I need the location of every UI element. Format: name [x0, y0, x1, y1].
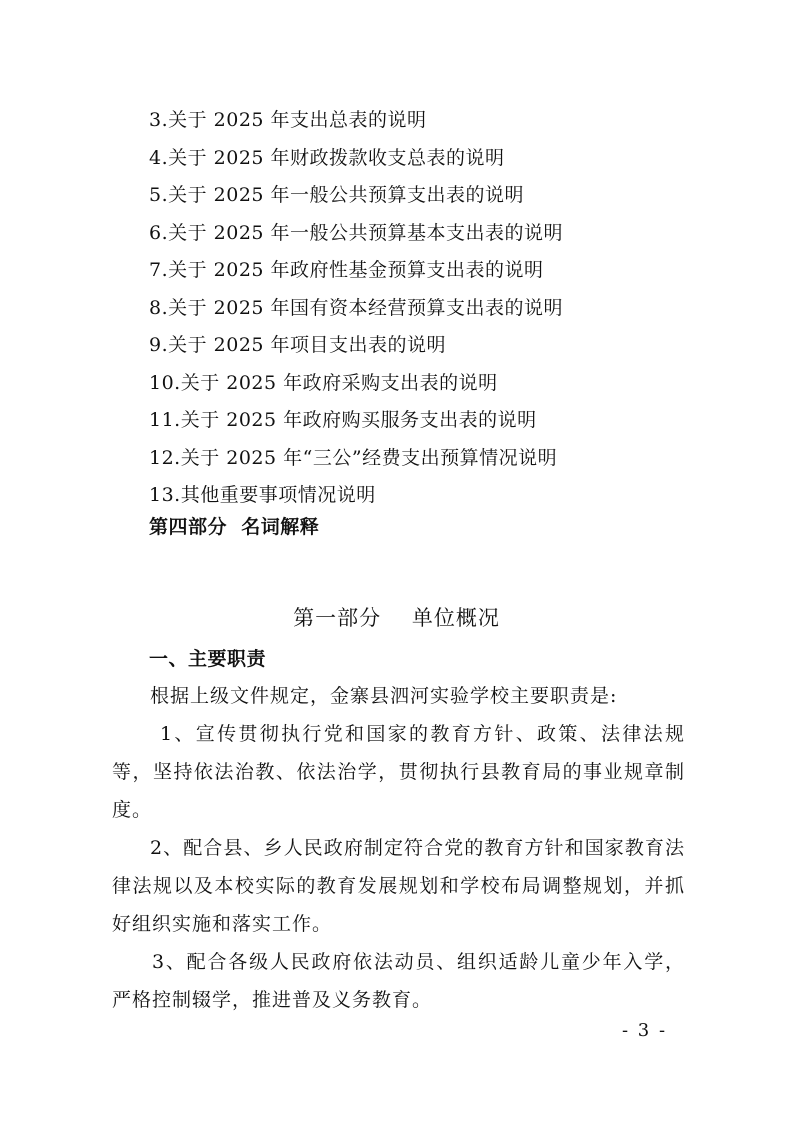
toc-item: 4.关于 2025 年财政拨款收支总表的说明	[149, 146, 505, 169]
body-paragraph: 1、宣传贯彻执行党和国家的教育方针、政策、法律法规等，坚持依法治教、依法治学，贯彻执行县教育局的事业规章制度。	[112, 723, 685, 821]
toc-item: 6.关于 2025 年一般公共预算基本支出表的说明	[149, 221, 564, 244]
toc-item: 12.关于 2025 年“三公”经费支出预算情况说明	[149, 446, 558, 469]
page-number: - 3 -	[622, 1020, 668, 1041]
toc-item: 7.关于 2025 年政府性基金预算支出表的说明	[149, 259, 544, 281]
toc-item: 11.关于 2025 年政府购买服务支出表的说明	[149, 409, 537, 431]
toc-item: 5.关于 2025 年一般公共预算支出表的说明	[149, 184, 525, 206]
toc-item: 9.关于 2025 年项目支出表的说明	[149, 334, 447, 356]
toc-item: 10.关于 2025 年政府采购支出表的说明	[149, 371, 498, 394]
table-of-contents	[149, 102, 563, 515]
body-paragraph: 根据上级文件规定，金寨县泗河实验学校主要职责是:	[150, 685, 618, 707]
section-title: 第一部分 单位概况	[293, 606, 500, 630]
body-paragraph: 3、配合各级人民政府依法动员、组织适龄儿童少年入学，严格控制辍学，推进普及义务教育。	[112, 951, 685, 1011]
body-paragraph: 2、配合县、乡人民政府制定符合党的教育方针和国家教育法律法规以及本校实际的教育发展规划和学校布局调整规划，并抓好组织实施和落实工作。	[112, 837, 685, 935]
toc-item: 13.其他重要事项情况说明	[149, 484, 376, 506]
section-body	[112, 677, 685, 1019]
toc-item: 3.关于 2025 年支出总表的说明	[149, 109, 427, 131]
toc-item: 8.关于 2025 年国有资本经营预算支出表的说明	[149, 296, 564, 319]
section-subheading: 一、主要职责	[149, 648, 267, 670]
part-four-heading: 第四部分 名词解释	[149, 516, 320, 538]
